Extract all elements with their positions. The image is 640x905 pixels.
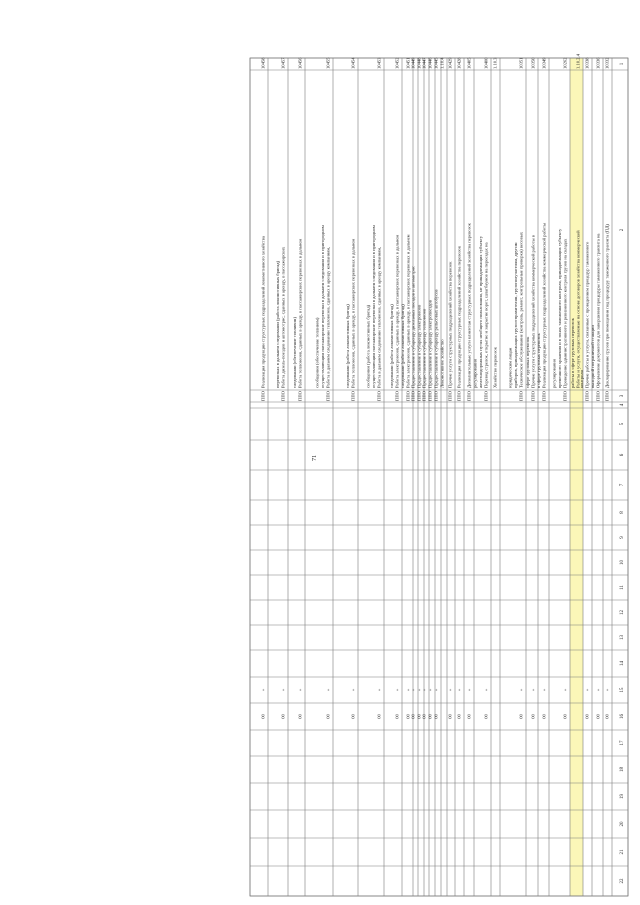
header-number: 4: [620, 403, 625, 407]
row-code: 10336: [595, 57, 601, 69]
row-code: 1.10.4: [439, 57, 445, 69]
row-name: Работа дизель-поездов и автомотрис, сданных в аренду, в пассажирских: [280, 246, 286, 388]
row-value-mark: 00: [280, 714, 286, 719]
row-name: Работа электровозов, сданных в аренду, в пассажирских перевозках и дальнем: [405, 234, 411, 388]
row-name: следовании (обеспечение топливом): [292, 317, 298, 388]
header-number: 20: [620, 821, 625, 827]
row-code: 10349: [541, 57, 547, 69]
row-code: 10453: [376, 57, 382, 69]
row-name: регулирования: [551, 359, 557, 388]
row-code: 10400: [483, 57, 489, 69]
row-ppo: ППО: [260, 391, 266, 401]
row-name: Прочие работы и услуги, связанные с проведением процедур таможенного: [584, 241, 590, 388]
row-plus-mark: +: [280, 688, 286, 692]
row-code: 10451: [405, 57, 411, 69]
row-name: Предоставление в субаренду рельсовых автобусов: [433, 289, 439, 388]
row-value-mark: 00: [456, 714, 462, 719]
row-code: 10351: [518, 57, 524, 69]
row-value-mark: 00: [416, 714, 422, 719]
row-name: Реализация продукции структурных подразделений хозяйства коммерческой работы: [541, 222, 547, 388]
row-value-mark: 00: [466, 714, 472, 719]
row-name: Работа тепловозов, сданных в аренду, в пассажирских перевозках в дальнем: [297, 238, 303, 388]
row-ppo: ППО: [433, 391, 439, 401]
row-plus-mark: +: [456, 688, 462, 692]
table-grid: [250, 58, 628, 896]
row-name: юридическим лицам: [507, 347, 513, 388]
header-number: 6: [620, 453, 625, 457]
row-plus-mark: +: [584, 688, 590, 692]
row-value-mark: 00: [297, 714, 303, 719]
row-plus-mark: +: [297, 688, 303, 692]
row-value-mark: 00: [584, 714, 590, 719]
row-ppo: ППО: [350, 391, 356, 401]
row-code: 10454: [350, 57, 356, 69]
row-value-mark: 00: [562, 714, 568, 719]
row-code: 10447: [421, 57, 427, 69]
header-number: 16: [620, 714, 625, 719]
row-ppo: ППО: [297, 391, 303, 401]
row-code: 10445: [433, 57, 439, 69]
row-code: 10262: [562, 57, 568, 69]
row-name: Работа тепловозов, сданных в аренду, в пассажирских перевозках в дальнем: [350, 238, 356, 388]
row-name: регулирования: [472, 359, 478, 388]
row-ppo: ППО: [325, 391, 331, 401]
row-ppo: ППО: [410, 391, 416, 401]
header-number: 3: [620, 394, 625, 398]
row-name: следовании (работа локомотивных бригад): [400, 304, 406, 388]
header-number: 14: [620, 661, 625, 666]
row-code: 10448: [416, 57, 422, 69]
header-number: 5: [620, 422, 625, 426]
row-plus-mark: +: [427, 688, 433, 692]
row-code: 10428: [456, 57, 462, 69]
row-plus-mark: +: [595, 688, 601, 692]
row-code: 10332: [604, 57, 610, 69]
row-plus-mark: +: [394, 688, 400, 692]
row-plus-mark: +: [483, 688, 489, 692]
row-ppo: ППО: [518, 391, 524, 401]
row-name: контроля: [579, 370, 585, 388]
row-plus-mark: +: [325, 688, 331, 692]
row-name: Работы и услуги, осуществляемые на основе договоров хозяйства коммерческой: [575, 230, 581, 388]
row-ppo: ППО: [562, 391, 568, 401]
row-name: Прочие услуги структурных подразделений хозяйства коммерческой работы в: [530, 235, 536, 388]
row-ppo: ППО: [456, 391, 462, 401]
row-plus-mark: +: [604, 688, 610, 692]
row-plus-mark: +: [562, 688, 568, 692]
row-code: 10449: [410, 57, 416, 69]
row-name: временного хранения и в зонах таможенного контроля, принадлежащих субъекту: [557, 228, 563, 388]
row-code: 1.10.3: [492, 57, 498, 69]
row-name: следовании (работа локомотивных бригад): [345, 304, 351, 388]
row-plus-mark: +: [433, 688, 439, 692]
row-plus-mark: +: [405, 688, 411, 692]
row-name: Предоставление в субаренду тепловозов: [421, 308, 427, 388]
row-code: 10405: [466, 57, 472, 69]
row-name: Техническое обслуживание (контроль, ремонт, контрольные проверки) весовых: [518, 231, 524, 388]
row-value-mark: 00: [433, 714, 439, 719]
row-name: Проведение административного и ревизионного контроля грузов на складах: [562, 238, 568, 388]
row-code: 10350: [530, 57, 536, 69]
page-number: 71: [312, 455, 318, 461]
row-ppo: ППО: [280, 391, 286, 401]
row-code: 10456: [297, 57, 303, 69]
row-plus-mark: +: [421, 688, 427, 692]
row-value-mark: 00: [518, 714, 524, 719]
row-name: сообщении (работа локомотивных бригад): [365, 304, 371, 388]
row-name: Реализация продукции структурных подразделений локомотивного хозяйства: [260, 236, 266, 388]
row-name: Предоставление в субаренду дизельных поездов и автомотрис: [410, 266, 416, 388]
row-name: выходной пограничной станции: [590, 325, 596, 388]
header-number: 9: [620, 536, 625, 539]
row-ppo: ППО: [447, 391, 453, 401]
row-name: следовании (работа локомотивных бригад): [389, 304, 395, 388]
row-name: Декларирование грузов при помещении под процедуру таможенного транзита (ПД): [604, 224, 610, 388]
row-value-mark: 00: [447, 714, 453, 719]
row-plus-mark: +: [530, 688, 536, 692]
header-number: 12: [620, 610, 625, 615]
row-plus-mark: +: [466, 688, 472, 692]
row-name: перевозках в дальнем следовании (работа локомотивных бригад): [275, 260, 281, 388]
row-ppo: ППО: [405, 391, 411, 401]
row-value-mark: 00: [350, 714, 356, 719]
header-number: 13: [620, 635, 625, 640]
header-number: 11: [620, 585, 625, 590]
row-value-mark: 00: [427, 714, 433, 719]
row-ppo: ППО: [584, 391, 590, 401]
row-value-mark: 00: [530, 714, 536, 719]
row-name: Перевод стрелок, открытие и закрытие ворот, шлагбаумов на переездах на: [483, 242, 489, 388]
row-plus-mark: +: [376, 688, 382, 692]
row-name: Реализация продукции структурных подразделений хозяйства перевозок: [456, 245, 462, 388]
row-ppo: ППО: [427, 391, 433, 401]
row-plus-mark: +: [350, 688, 356, 692]
row-code: 10429: [447, 57, 453, 69]
header-number: 10: [620, 560, 625, 565]
row-name: работы в сфере грузовых перевозок: [570, 318, 576, 388]
row-name: железнодорожных путях необщего пользования, не принадлежащих субъекту: [478, 235, 484, 388]
row-name: Работа электровозов, сданных в аренду, в пассажирских перевозках в дальнем: [394, 234, 400, 388]
row-plus-mark: +: [410, 688, 416, 692]
row-code: 1.10.2.4: [575, 54, 581, 69]
header-number: 15: [620, 687, 625, 693]
row-name: Хозяйство перевозок: [492, 347, 498, 388]
header-number: 19: [620, 794, 625, 799]
row-name: осуществляющим пассажирские перевозки в дальнем следовании и в пригородном: [371, 225, 377, 388]
header-number: 8: [620, 511, 625, 514]
row-value-mark: 00: [483, 714, 489, 719]
header-number: 17: [620, 740, 625, 746]
row-name: в сфере грузовых перевозок: [536, 333, 542, 388]
row-name: Локомотивное хозяйство: [439, 339, 445, 388]
row-code: 10452: [394, 57, 400, 69]
row-name: осуществляющим пассажирские перевозки в дальнем следовании и в пригородном: [320, 225, 326, 388]
row-value-mark: 00: [604, 714, 610, 719]
row-value-mark: 00: [394, 714, 400, 719]
row-name: Дополнительные услуги клиентам структурных подразделений хозяйства перевозок: [466, 223, 472, 388]
row-name: сообщении (обеспечение топливом): [314, 317, 320, 388]
row-code: 10457: [280, 57, 286, 69]
row-ppo: ППО: [466, 391, 472, 401]
row-name: Оформление документов для завершения процедуры таможенного транзита на: [595, 233, 601, 388]
row-value-mark: 00: [421, 714, 427, 719]
row-ppo: ППО: [376, 391, 382, 401]
row-value-mark: 00: [410, 714, 416, 719]
row-name: Работа в дальнем следовании тепловозов, сданных в аренду компаниям,: [325, 246, 331, 388]
row-ppo: ППО: [483, 391, 489, 401]
row-code: 10446: [427, 57, 433, 69]
row-name: Прочие услуги структурных подразделений хозяйства перевозок: [447, 261, 453, 388]
header-number: 21: [620, 849, 625, 855]
header-number: 18: [620, 767, 625, 772]
row-value-mark: 00: [376, 714, 382, 719]
row-code: 10458: [260, 57, 266, 69]
row-name: Предоставление в субаренду электровозов: [416, 304, 422, 388]
row-ppo: ППО: [595, 391, 601, 401]
header-number: 7: [620, 483, 625, 487]
row-ppo: ППО: [604, 391, 610, 401]
row-value-mark: 00: [405, 714, 411, 719]
row-name: приборов, принадлежащих грузоотправителям, грузополучателям, другим: [513, 242, 519, 388]
row-ppo: ППО: [530, 391, 536, 401]
row-plus-mark: +: [541, 688, 547, 692]
header-number: 2: [620, 228, 625, 232]
row-code: 10455: [325, 57, 331, 69]
row-ppo: ППО: [421, 391, 427, 401]
row-value-mark: 00: [595, 714, 601, 719]
row-plus-mark: +: [260, 688, 266, 692]
row-ppo: ППО: [394, 391, 400, 401]
row-plus-mark: +: [518, 688, 524, 692]
row-value-mark: 00: [541, 714, 547, 719]
row-value-mark: 00: [325, 714, 331, 719]
row-name: сфере грузовых перевозок: [525, 336, 531, 388]
row-code: 10338: [584, 57, 590, 69]
header-number: 1: [620, 62, 625, 66]
row-plus-mark: +: [447, 688, 453, 692]
row-name: Работа в дальнем следовании тепловозов, сданных в аренду компаниям,: [376, 246, 382, 388]
row-plus-mark: +: [416, 688, 422, 692]
header-number: 22: [620, 878, 625, 884]
row-name: Предоставление в субаренду электропоездов: [427, 299, 433, 388]
row-value-mark: 00: [260, 714, 266, 719]
row-ppo: ППО: [416, 391, 422, 401]
row-ppo: ППО: [541, 391, 547, 401]
